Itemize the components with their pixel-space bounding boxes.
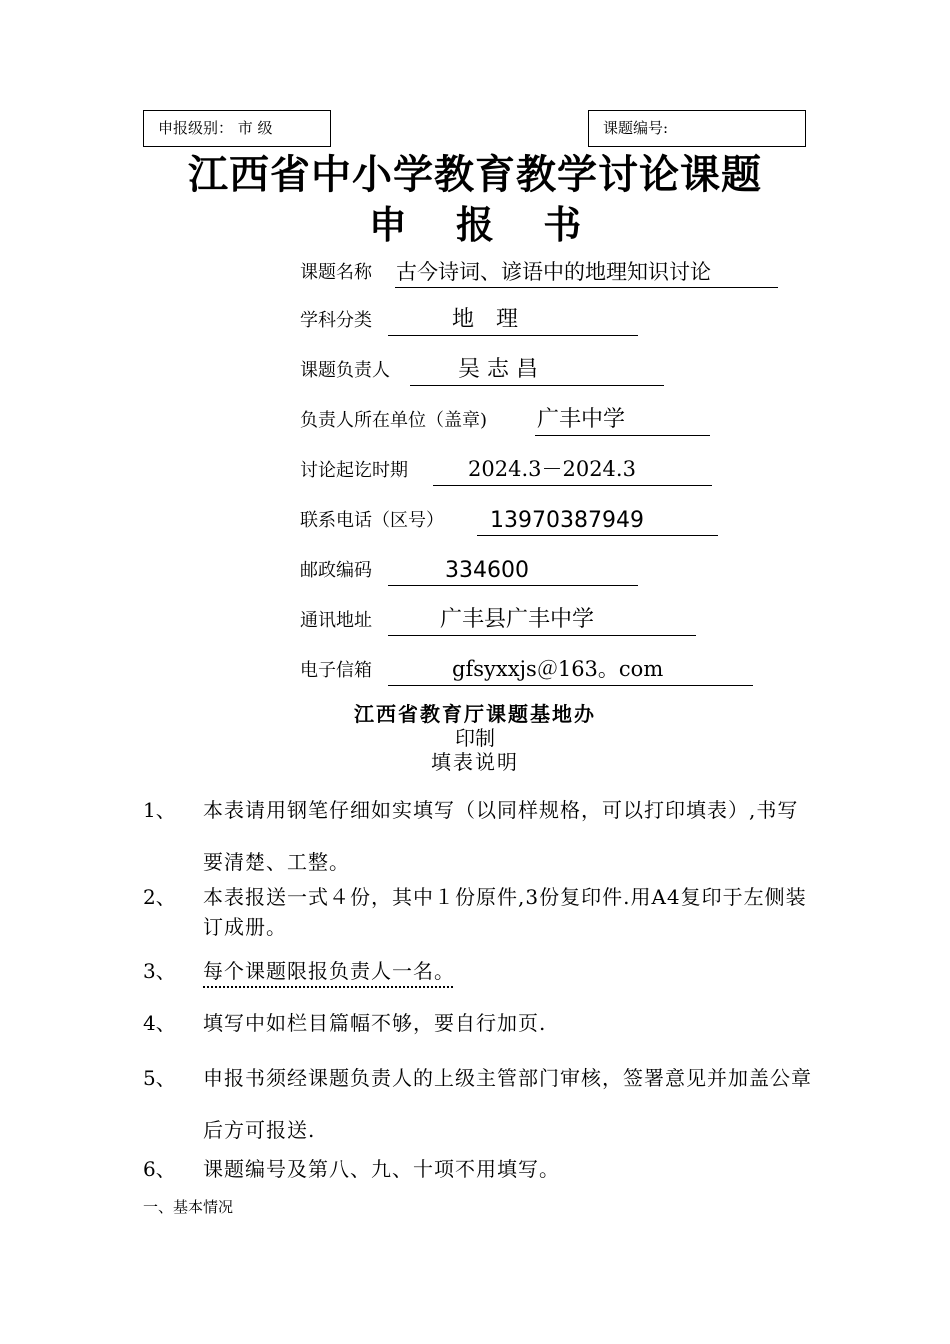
instruction-number: 1、 [143, 798, 176, 822]
instruction-number: 3、 [143, 959, 176, 983]
issuing-office: 江西省教育厅课题基地办 [354, 702, 596, 726]
field-subject-underline [388, 335, 638, 336]
field-leader-underline [410, 385, 664, 386]
field-email-label: 电子信箱 [300, 660, 372, 681]
instructions-title: 填表说明 [431, 750, 519, 774]
field-address-label: 通讯地址 [300, 610, 372, 631]
field-email-value: gfsyxxjs＠163。com [452, 657, 664, 681]
document-subtitle: 申 报 书 [368, 203, 600, 247]
document-title: 江西省中小学教育教学讨论课题 [188, 152, 762, 198]
instruction-text: 填写中如栏目篇幅不够，要自行加页. [203, 1011, 547, 1035]
field-leader-value: 吴 志 昌 [458, 357, 538, 382]
field-leader-label: 课题负责人 [300, 360, 390, 381]
instruction-text: 每个课题限报负责人一名。 [203, 959, 455, 983]
instruction-number: 6、 [143, 1157, 176, 1181]
field-zip-value: 334600 [445, 558, 529, 583]
instruction-number: 2、 [143, 885, 176, 909]
field-phone-label: 联系电话（区号） [300, 510, 444, 531]
field-leader [300, 350, 666, 386]
instruction-text: 课题编号及第八、九、十项不用填写。 [203, 1157, 560, 1181]
field-period [300, 450, 714, 486]
field-zip [300, 550, 640, 586]
field-phone-underline [477, 535, 718, 536]
field-unit [300, 400, 712, 436]
application-level-label: 申报级别： 市 级 [158, 119, 273, 137]
field-topic-label: 课题名称 [300, 262, 372, 283]
field-address-underline [388, 635, 696, 636]
field-address [300, 600, 698, 636]
field-email [300, 650, 755, 686]
field-topic-value: 古今诗词、谚语中的地理知识讨论 [396, 260, 711, 284]
instruction-text: 本表请用钢笔仔细如实填写（以同样规格，可以打印填表）,书写要清楚、工整。 [203, 798, 799, 874]
instruction-number: 5、 [143, 1066, 176, 1090]
field-subject-value: 地 理 [452, 307, 519, 332]
instruction-number: 4、 [143, 1011, 176, 1035]
field-period-label: 讨论起讫时期 [300, 460, 408, 481]
topic-code-box [588, 110, 806, 147]
field-subject [300, 300, 640, 336]
field-zip-label: 邮政编码 [300, 560, 372, 581]
field-phone [300, 500, 720, 536]
field-zip-underline [388, 585, 638, 586]
instruction-text: 本表报送一式４份，其中１份原件,3份复印件.用A4复印于左侧装订成册。 [203, 885, 807, 939]
section-heading: 一、基本情况 [143, 1198, 234, 1216]
field-period-underline [433, 485, 712, 486]
field-phone-value: 13970387949 [490, 508, 644, 533]
instruction-text: 申报书须经课题负责人的上级主管部门审核，签署意见并加盖公章后方可报送. [203, 1066, 812, 1142]
issuing-office-suffix: 印制 [455, 726, 495, 750]
field-address-value: 广丰县广丰中学 [440, 607, 595, 632]
topic-code-label: 课题编号: [603, 119, 669, 137]
field-email-underline [388, 685, 753, 686]
field-unit-underline [535, 435, 710, 436]
field-topic [300, 252, 780, 288]
field-topic-underline [395, 287, 778, 288]
field-period-value: 2024.3－2024.3 [468, 457, 636, 481]
field-unit-label: 负责人所在单位（盖章) [300, 410, 488, 431]
application-level-box [143, 110, 331, 147]
field-subject-label: 学科分类 [300, 310, 372, 331]
field-unit-value: 广丰中学 [537, 407, 626, 432]
